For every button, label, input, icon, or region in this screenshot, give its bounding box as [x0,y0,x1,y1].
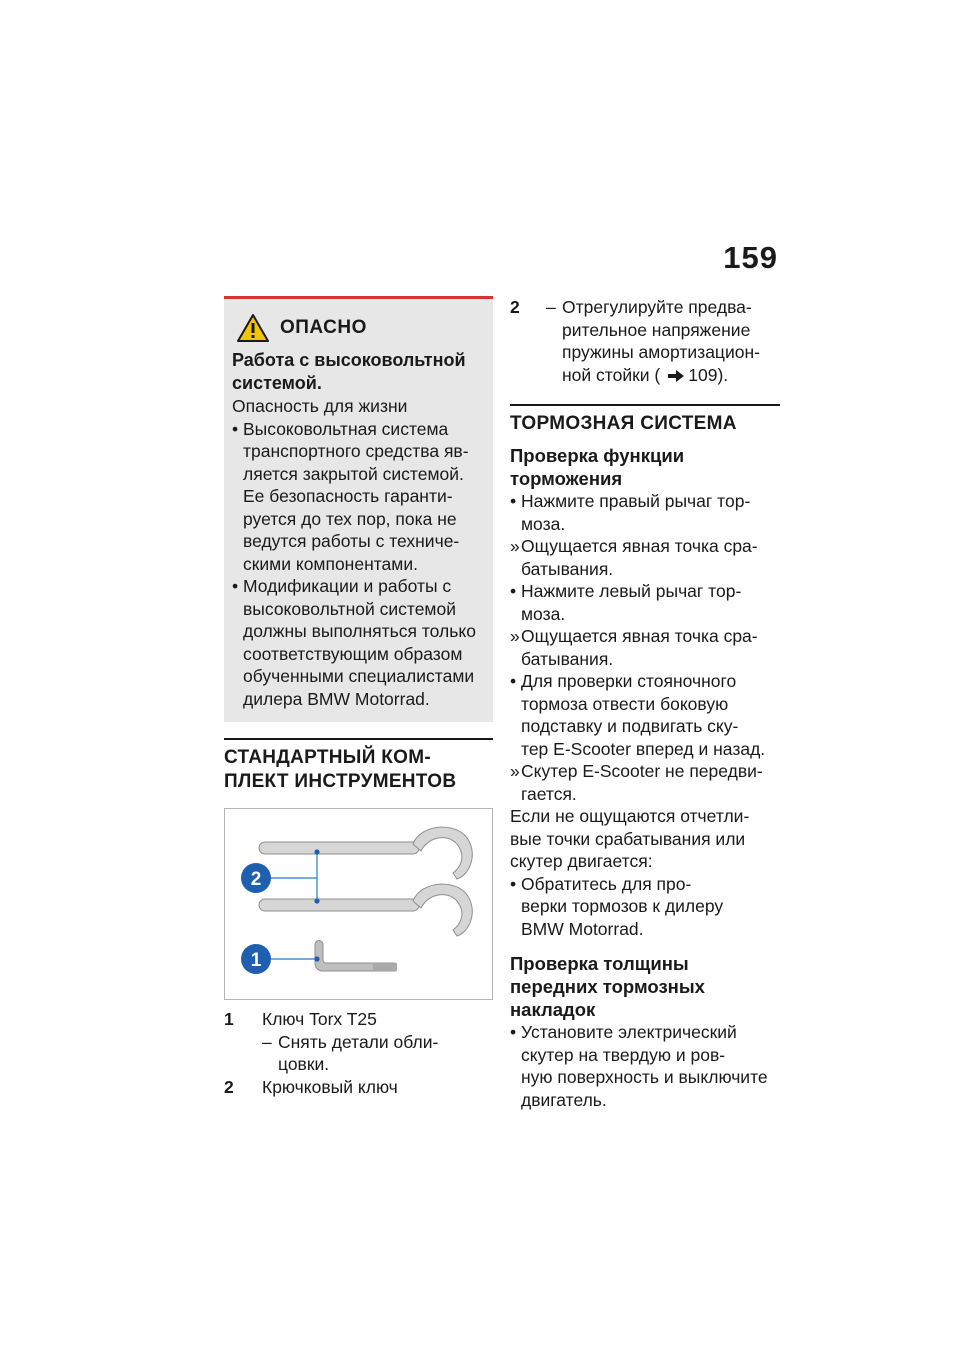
heading-line: торможения [510,468,623,489]
text-line: тер E-Scooter вперед и назад. [521,738,766,759]
bullet-icon: • [510,1022,517,1042]
text-line: вые точки срабатывания или [510,828,746,849]
list-item [510,873,780,941]
text-line: пружины амортизацион- [562,342,760,362]
warning-bullet-1 [232,418,485,576]
text-line: Ощущается явная точка сра- [521,536,758,556]
text-line: скутер двигается: [510,851,653,871]
warning-bullet-2 [232,575,485,710]
result-icon: » [510,536,520,556]
list-item [510,760,780,805]
text-line: Ощущается явная точка сра- [521,626,758,646]
heading-line: Проверка функции [510,445,685,466]
left-column [224,296,493,1098]
toolkit-figure [224,808,493,1000]
torx-key [315,941,397,972]
bullet-icon: • [510,873,517,894]
text-line: Модификации и работы с [243,576,452,596]
text-line: соответствующим образом [243,643,463,664]
check-function-note [510,805,780,873]
result-icon: » [510,761,520,781]
bullet-icon: • [510,491,517,511]
text-line: тормоза отвести боковую [521,693,729,714]
text-line: Скутер E-Scooter не передви- [521,761,763,781]
text-line: высоковольтной системой [243,598,456,619]
toolkit-title-line: ПЛЕКТ ИНСТРУМЕНТОВ [224,771,457,792]
text-line: руется до тех пор, пока не [243,508,457,529]
legend-subitem [224,1031,493,1076]
step-number: 2 [510,297,520,317]
text-line-with-ref [562,364,760,387]
text-line: Высоковольтная система [243,418,449,439]
legend-text: Крючковый ключ [262,1076,398,1097]
heading-line: передних тормозных [510,976,705,997]
bullet-icon: • [232,418,239,439]
check-function-heading [510,444,780,490]
heading-line: накладок [510,999,596,1020]
warning-triangle-icon [236,313,270,343]
page-number: 159 [723,240,778,275]
text-line: батывания. [521,558,614,579]
toolkit-title-line: СТАНДАРТНЫЙ КОМ- [224,747,431,768]
text-line: рительное напряжение [562,319,751,340]
text-line: Обратитесь для про- [521,873,692,894]
toolkit-illustration [225,809,492,999]
text-line: Снять детали обли- [278,1031,439,1052]
warning-title: ОПАСНО [280,317,367,338]
warning-heading-1: Работа с высоковольтной [232,350,466,370]
callout-1-label: 1 [250,950,262,971]
text-line: двигатель. [521,1089,607,1110]
bullet-icon: • [510,671,517,691]
toolkit-legend [224,1008,493,1098]
legend-number: 1 [224,1009,234,1029]
dash-icon: – [546,297,556,317]
text-line: гается. [521,783,577,804]
text-line: должны выполняться только [243,621,476,641]
text-line: BMW Motorrad. [521,918,644,939]
right-column [510,296,780,1111]
legend-number: 2 [224,1076,234,1097]
arrow-right-icon [668,370,684,382]
callout-2 [241,849,320,903]
text-line: ляется закрытой системой. [243,463,464,484]
result-icon: » [510,626,520,646]
text-line: Отрегулируйте предва- [562,297,752,317]
check-pads-heading [510,952,780,1021]
text-line: обученными специалистами [243,666,475,686]
page-ref[interactable]: ( 109). [654,364,729,385]
bullet-icon: • [510,581,517,601]
list-item [510,580,780,625]
text-line: верки тормозов к дилеру [521,896,724,916]
text-line: моза. [521,603,566,624]
legend-item-2 [224,1076,493,1099]
text-line: Нажмите правый рычаг тор- [521,491,751,511]
text-line: скутер на твердую и ров- [521,1044,726,1065]
hook-wrench-upper [259,827,472,879]
toolkit-title [224,738,493,794]
list-item [510,1021,780,1111]
warning-box [224,296,493,722]
warning-subtitle: Опасность для жизни [232,396,408,416]
text-line: ную поверхность и выключите [521,1067,768,1087]
text-line: Установите электрический [521,1022,737,1042]
brake-title: ТОРМОЗНАЯ СИСТЕМА [510,404,780,436]
text-line: подставку и подвигать ску- [521,716,739,736]
warning-header [232,313,485,343]
warning-heading-2: системой. [232,373,322,393]
text-line: ведутся работы с техниче- [243,531,460,551]
text-line: дилера BMW Motorrad. [243,688,430,709]
text-line: ной стойки [562,364,650,385]
text-line: транспортного средства яв- [243,441,469,461]
callout-1 [241,944,320,974]
bullet-icon: • [232,576,239,596]
text-line: батывания. [521,648,614,669]
list-item [510,535,780,580]
list-item [510,625,780,670]
page-ref-number: 109). [688,364,729,385]
callout-2-label: 2 [250,869,262,890]
text-line: Ее безопасность гаранти- [243,486,453,506]
adjust-step [510,296,780,386]
text-line: моза. [521,513,566,534]
heading-line: Проверка толщины [510,953,689,974]
hook-wrench-lower [259,884,472,936]
list-item [510,670,780,760]
dash-icon: – [262,1031,272,1052]
check-function-list [510,490,780,805]
legend-item-1 [224,1008,493,1031]
text-line: Нажмите левый рычаг тор- [521,581,742,601]
text-line: цовки. [278,1054,330,1074]
list-item [510,490,780,535]
text-line: скими компонентами. [243,553,418,574]
text-line: Для проверки стояночного [521,671,737,691]
text-line: Если не ощущаются отчетли- [510,806,750,826]
legend-text: Ключ Torx T25 [262,1009,377,1029]
